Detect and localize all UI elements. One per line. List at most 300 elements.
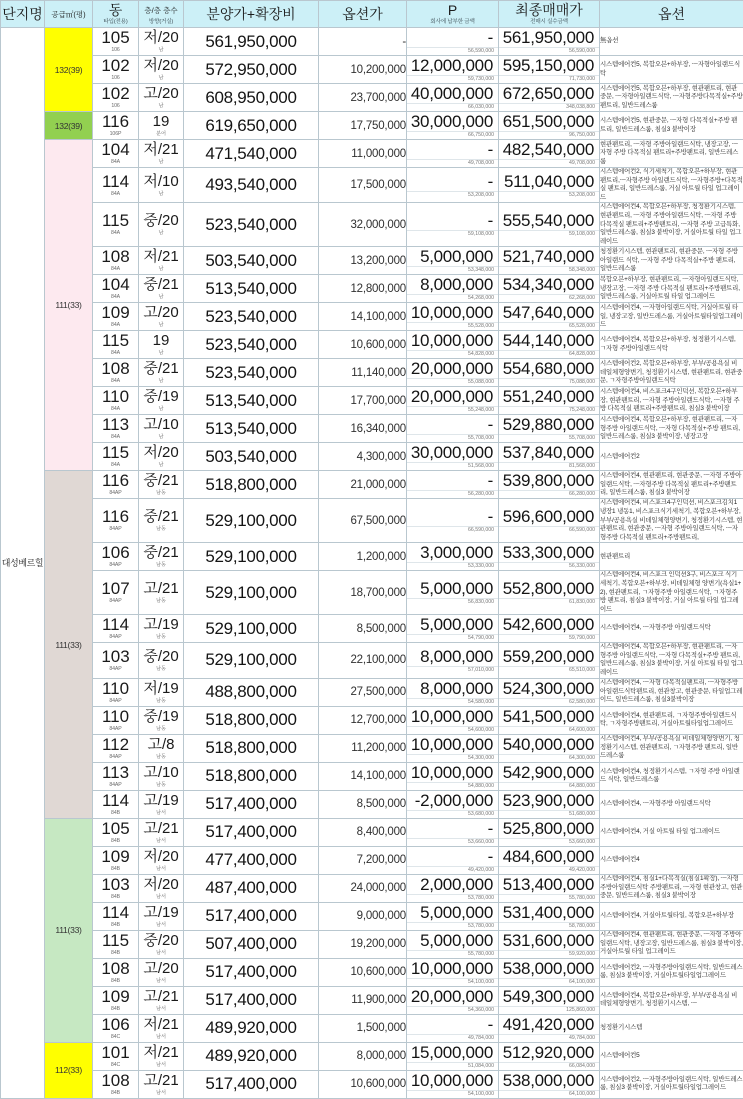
table-row — [1, 28, 743, 56]
direction-value: 남 — [139, 75, 183, 82]
final-net-value: 59,920,000 — [499, 950, 599, 958]
option-price-cell: 11,900,000 — [319, 986, 407, 1014]
dong-cell — [93, 790, 139, 818]
final-price-value: 542,600,000 — [499, 615, 599, 634]
option-price-cell: 17,750,000 — [319, 112, 407, 140]
option-price-cell: 10,200,000 — [319, 56, 407, 84]
dong-number: 106 — [93, 1016, 138, 1034]
option-price-cell: 7,200,000 — [319, 846, 407, 874]
dong-number: 114 — [93, 904, 138, 922]
final-price-value: 539,800,000 — [499, 471, 599, 490]
option-detail-cell: 현관팬트리, ㅡ자형 주방아일랜드식탁, 냉장고장, ㅡ자형 주방 다목적실 팬트리+주방팬트리, 일반드레스룸 — [600, 140, 743, 168]
premium-paid-value: 66,030,000 — [407, 103, 498, 111]
table-row — [1, 1042, 743, 1070]
final-net-value: 64,828,000 — [499, 350, 599, 358]
premium-value: - — [407, 1015, 498, 1034]
table-row — [1, 168, 743, 203]
final-net-value: 53,660,000 — [499, 838, 599, 846]
supply-area-cell: 111(33) — [45, 140, 93, 471]
premium-cell — [407, 28, 499, 56]
premium-cell — [407, 471, 499, 499]
floor-cell — [139, 1014, 184, 1042]
option-detail-cell: 시스템에어컨4 — [600, 846, 743, 874]
base-price-cell: 561,950,000 — [184, 28, 319, 56]
premium-value: 30,000,000 — [407, 443, 498, 462]
floor-cell — [139, 112, 184, 140]
dong-number: 108 — [93, 1072, 138, 1090]
direction-value: 남 — [139, 378, 183, 385]
floor-cell — [139, 84, 184, 112]
final-price-value: 484,600,000 — [499, 847, 599, 866]
final-net-value: 64,100,000 — [499, 1090, 599, 1098]
premium-cell — [407, 615, 499, 643]
option-detail-cell: 시스템에어컨2, ㅡ자형주방아일랜드식탁, 일반드레스룸, 침실3 붙박이장, 거실아트월타일업그레이드 — [600, 958, 743, 986]
unit-type: 84C — [93, 1062, 138, 1069]
header-dong — [93, 1, 139, 28]
unit-type: 84B — [93, 1090, 138, 1097]
final-price-cell — [499, 112, 600, 140]
floor-cell — [139, 986, 184, 1014]
dong-cell — [93, 734, 139, 762]
premium-paid-value: 53,780,000 — [407, 894, 498, 902]
base-price-cell: 608,950,000 — [184, 84, 319, 112]
option-price-cell: 14,100,000 — [319, 303, 407, 331]
floor-cell — [139, 275, 184, 303]
final-price-value: 541,500,000 — [499, 707, 599, 726]
complex-name-cell: 대성베르힐 — [1, 28, 45, 1099]
final-price-value: 511,040,000 — [499, 172, 599, 191]
option-detail-cell: 복합오븐+하부장, 현관팬트리, ㅡ자형아일랜드식탁, 냉장고장, ㅡ자형 주방 다목적실 팬트리+주방팬트리, 일반드레스룸, 거실아트월 타일 업그레이드 — [600, 275, 743, 303]
option-detail-cell: 시스템에어컨4, 복합오븐+하부장, 현관팬트리, ㅡ자형주방 아일랜드식탁, ㅡ자형 다목적실+주방 팬트리, 일반드레스룸, 침실3 붙박이장, 냉장고장 — [600, 415, 743, 443]
floor-value: 고/8 — [139, 736, 183, 754]
option-price-cell: 18,700,000 — [319, 571, 407, 615]
option-price-cell: 8,000,000 — [319, 1042, 407, 1070]
unit-type: 84AP — [93, 782, 138, 789]
final-price-cell — [499, 543, 600, 571]
base-price-cell: 529,100,000 — [184, 643, 319, 678]
final-price-cell — [499, 415, 600, 443]
table-row — [1, 471, 743, 499]
base-price-cell: 503,540,000 — [184, 247, 319, 275]
dong-number: 112 — [93, 736, 138, 754]
premium-cell — [407, 203, 499, 247]
unit-type: 84A — [93, 434, 138, 441]
final-price-cell — [499, 706, 600, 734]
supply-area-cell: 111(33) — [45, 471, 93, 818]
unit-type: 84AP — [93, 754, 138, 761]
premium-value: -2,000,000 — [407, 791, 498, 810]
option-price-cell: 19,200,000 — [319, 930, 407, 958]
header-floor-label: 층/층 층수 — [139, 1, 183, 18]
floor-cell — [139, 415, 184, 443]
final-net-value: 66,590,000 — [499, 526, 599, 534]
dong-cell — [93, 443, 139, 471]
final-price-value: 547,640,000 — [499, 303, 599, 322]
option-detail-cell: 無옵션 — [600, 28, 743, 56]
dong-cell — [93, 1014, 139, 1042]
premium-cell — [407, 1070, 499, 1098]
direction-value: 남동 — [139, 782, 183, 789]
unit-type: 84C — [93, 1034, 138, 1041]
floor-cell — [139, 1070, 184, 1098]
final-price-value: 491,420,000 — [499, 1015, 599, 1034]
floor-value: 중/20 — [139, 648, 183, 666]
unit-type: 84A — [93, 230, 138, 237]
dong-cell — [93, 902, 139, 930]
final-price-cell — [499, 643, 600, 678]
option-price-cell: 17,700,000 — [319, 387, 407, 415]
floor-value: 저/10 — [139, 173, 183, 191]
floor-cell — [139, 615, 184, 643]
direction-value: 남서 — [139, 1006, 183, 1013]
floor-value: 19 — [139, 113, 183, 131]
table-row — [1, 499, 743, 543]
base-price-cell: 529,100,000 — [184, 543, 319, 571]
option-detail-cell: 시스템에어컨4, ㅡ자형 다목적실팬트리, ㅡ자형주방 아일랜드식탁팬트리, 현관창고, 현관중문, 타일업그레이드, 일반드레스룸, 침실3붙박이장 — [600, 678, 743, 706]
premium-cell — [407, 706, 499, 734]
table-body — [1, 28, 743, 1099]
unit-type: 106 — [93, 47, 138, 54]
header-complex-label: 단지명 — [1, 2, 44, 27]
floor-value: 중/21 — [139, 508, 183, 526]
direction-value: 남동 — [139, 634, 183, 641]
unit-type: 84B — [93, 978, 138, 985]
premium-cell — [407, 443, 499, 471]
final-net-value: 59,108,000 — [499, 230, 599, 238]
option-price-cell: 22,100,000 — [319, 643, 407, 678]
floor-cell — [139, 1042, 184, 1070]
dong-cell — [93, 706, 139, 734]
final-price-value: 551,240,000 — [499, 387, 599, 406]
final-price-value: 524,300,000 — [499, 679, 599, 698]
base-price-cell: 518,800,000 — [184, 762, 319, 790]
floor-cell — [139, 678, 184, 706]
option-detail-cell: 시스템에어컨4, 현관팬트리, 현관중문, ㅡ자형 주방아일랜드식탁, 냉장고장, 일반드레스룸, 침실3 붙박이장, 거실아트월 타일 업그레이드 — [600, 930, 743, 958]
direction-value: 남 — [139, 322, 183, 329]
floor-cell — [139, 203, 184, 247]
base-price-cell: 487,400,000 — [184, 874, 319, 902]
option-price-cell: 1,500,000 — [319, 1014, 407, 1042]
dong-cell — [93, 112, 139, 140]
final-net-value: 55,708,000 — [499, 434, 599, 442]
option-detail-cell: 시스템에어컨4, 비스포크4구인덕션, 복합오븐+하부장, 현관팬트리, ㅡ자형 주방아일랜드식탁, ㅡ자형 주방 다목적실 팬트리+주방팬트리, 침실3 붙박이장 — [600, 387, 743, 415]
floor-cell — [139, 331, 184, 359]
option-detail-cell: 시스템에어컨4, 비스포크 인덕션3구, 비스포크 식기세척기, 복합오븐+하부장, 비데일체형 양변기(욕실1+2), 현관팬트리, ㄱ자형주방 아일랜드식탁, ㄱ자형주방 팬트리, 침실3 붙박이장, 거실 아트월 타일 업그레이드 — [600, 571, 743, 615]
premium-cell — [407, 818, 499, 846]
premium-paid-value: 54,100,000 — [407, 978, 498, 986]
header-option-text-label: 옵션 — [600, 2, 743, 27]
option-price-cell: 1,200,000 — [319, 543, 407, 571]
table-row — [1, 140, 743, 168]
final-price-cell — [499, 762, 600, 790]
final-price-value: 596,600,000 — [499, 507, 599, 526]
header-price — [184, 1, 319, 28]
dong-cell — [93, 275, 139, 303]
premium-value: 10,000,000 — [407, 763, 498, 782]
final-price-value: 549,300,000 — [499, 987, 599, 1006]
premium-paid-value: 56,590,000 — [407, 47, 498, 55]
premium-paid-value: 55,708,000 — [407, 434, 498, 442]
dong-number: 115 — [93, 212, 138, 230]
final-price-value: 525,800,000 — [499, 819, 599, 838]
option-detail-cell: 현관팬트리 — [600, 543, 743, 571]
unit-type: 84B — [93, 950, 138, 957]
unit-type: 84AP — [93, 698, 138, 705]
base-price-cell: 517,400,000 — [184, 1070, 319, 1098]
direction-value: 남서 — [139, 810, 183, 817]
premium-cell — [407, 846, 499, 874]
base-price-cell: 517,400,000 — [184, 818, 319, 846]
option-price-cell: - — [319, 28, 407, 56]
base-price-cell: 513,540,000 — [184, 387, 319, 415]
premium-paid-value: 53,680,000 — [407, 810, 498, 818]
dong-cell — [93, 331, 139, 359]
base-price-cell: 489,920,000 — [184, 1014, 319, 1042]
table-row — [1, 359, 743, 387]
floor-value: 고/20 — [139, 85, 183, 103]
table-row — [1, 1014, 743, 1042]
final-price-cell — [499, 615, 600, 643]
direction-value: 남서 — [139, 1062, 183, 1069]
premium-value: 5,000,000 — [407, 931, 498, 950]
premium-paid-value: 49,784,000 — [407, 1034, 498, 1042]
final-price-value: 672,650,000 — [499, 84, 599, 103]
base-price-cell: 523,540,000 — [184, 331, 319, 359]
dong-cell — [93, 643, 139, 678]
direction-value: 남서 — [139, 950, 183, 957]
premium-value: 20,000,000 — [407, 359, 498, 378]
dong-number: 103 — [93, 648, 138, 666]
premium-paid-value: 54,880,000 — [407, 782, 498, 790]
premium-paid-value: 66,750,000 — [407, 131, 498, 139]
premium-paid-value: 54,268,000 — [407, 294, 498, 302]
table-row — [1, 303, 743, 331]
dong-number: 104 — [93, 276, 138, 294]
option-detail-cell: 시스템에어컨4, 현관팬트리, 현관중문, ㅡ자형 주방아일랜드식탁, ㅡ자형주방 다목적실 팬트리+주방팬트리, 일반드레스룸, 침실3 붙박이장 — [600, 471, 743, 499]
supply-area-cell: 132(39) — [45, 28, 93, 112]
floor-cell — [139, 734, 184, 762]
base-price-cell: 529,100,000 — [184, 615, 319, 643]
floor-value: 저/21 — [139, 1016, 183, 1034]
premium-cell — [407, 902, 499, 930]
floor-value: 고/21 — [139, 820, 183, 838]
dong-cell — [93, 1070, 139, 1098]
option-detail-cell: 시스템에어컨4, 침실1+다목적실(침실1확장), ㅡ자형 주방아일랜드식탁 주방팬트리, ㅡ자형 현관창고, 현관중문, 일반드레스룸, 침실3 붙박이장 — [600, 874, 743, 902]
final-price-value: 555,540,000 — [499, 211, 599, 230]
option-price-cell: 14,100,000 — [319, 762, 407, 790]
final-price-value: 651,500,000 — [499, 112, 599, 131]
unit-type: 84B — [93, 838, 138, 845]
floor-value: 고/21 — [139, 1072, 183, 1090]
premium-paid-value: 54,100,000 — [407, 1090, 498, 1098]
final-price-value: 513,400,000 — [499, 875, 599, 894]
dong-number: 104 — [93, 141, 138, 159]
dong-number: 115 — [93, 332, 138, 350]
table-row — [1, 818, 743, 846]
premium-paid-value: 55,528,000 — [407, 322, 498, 330]
final-net-value: 49,708,000 — [499, 159, 599, 167]
final-price-cell — [499, 902, 600, 930]
premium-cell — [407, 359, 499, 387]
option-detail-cell: 시스템에어컨5, 현관중문, ㅡ자형 다목적실+주방 팬트리, 일반드레스룸, 침실3 붙박이장 — [600, 112, 743, 140]
supply-area-cell: 132(39) — [45, 112, 93, 140]
premium-paid-value: 55,248,000 — [407, 406, 498, 414]
premium-cell — [407, 275, 499, 303]
final-price-cell — [499, 790, 600, 818]
premium-cell — [407, 84, 499, 112]
final-price-cell — [499, 140, 600, 168]
floor-cell — [139, 818, 184, 846]
final-price-value: 542,900,000 — [499, 763, 599, 782]
table-row — [1, 762, 743, 790]
final-price-value: 554,680,000 — [499, 359, 599, 378]
direction-value: 남동 — [139, 754, 183, 761]
premium-paid-value: 59,108,000 — [407, 230, 498, 238]
final-price-cell — [499, 359, 600, 387]
base-price-cell: 477,400,000 — [184, 846, 319, 874]
premium-paid-value: 51,568,000 — [407, 462, 498, 470]
premium-paid-value: 55,088,000 — [407, 378, 498, 386]
base-price-cell: 518,800,000 — [184, 706, 319, 734]
unit-type: 84A — [93, 406, 138, 413]
direction-value: 남 — [139, 47, 183, 54]
premium-paid-value: 49,420,000 — [407, 866, 498, 874]
floor-cell — [139, 387, 184, 415]
base-price-cell: 517,400,000 — [184, 958, 319, 986]
premium-cell — [407, 499, 499, 543]
dong-cell — [93, 499, 139, 543]
final-price-cell — [499, 84, 600, 112]
premium-paid-value: 53,330,000 — [407, 562, 498, 570]
final-net-value: 49,784,000 — [499, 1034, 599, 1042]
floor-cell — [139, 471, 184, 499]
header-dong-label: 동 — [93, 1, 138, 18]
dong-number: 103 — [93, 876, 138, 894]
floor-cell — [139, 543, 184, 571]
dong-cell — [93, 543, 139, 571]
option-detail-cell: 시스템에어컨2, ㅡ자형주방아일랜드식탁, 일반드레스룸, 침실3 붙박이장, 거실아트월타일업그레이드 — [600, 1070, 743, 1098]
supply-area-cell: 112(33) — [45, 1042, 93, 1098]
header-final-price — [499, 1, 600, 28]
option-price-cell: 17,500,000 — [319, 168, 407, 203]
final-net-value: 62,580,000 — [499, 698, 599, 706]
base-price-cell: 471,540,000 — [184, 140, 319, 168]
premium-paid-value: 53,208,000 — [407, 191, 498, 199]
unit-type: 84B — [93, 1006, 138, 1013]
direction-value: 남서 — [139, 838, 183, 845]
floor-cell — [139, 56, 184, 84]
option-price-cell: 8,500,000 — [319, 790, 407, 818]
header-option-price — [319, 1, 407, 28]
final-price-cell — [499, 734, 600, 762]
floor-cell — [139, 930, 184, 958]
premium-value: - — [407, 507, 498, 526]
header-final-price-label: 최종매매가 — [499, 1, 599, 18]
dong-number: 105 — [93, 29, 138, 47]
option-detail-cell: 시스템에어컨4, 거실아트월타일, 복합오븐+하부장 — [600, 902, 743, 930]
premium-paid-value: 53,348,000 — [407, 266, 498, 274]
base-price-cell: 523,540,000 — [184, 359, 319, 387]
premium-paid-value: 54,300,000 — [407, 754, 498, 762]
dong-cell — [93, 56, 139, 84]
dong-cell — [93, 986, 139, 1014]
dong-number: 116 — [93, 508, 138, 526]
final-price-cell — [499, 331, 600, 359]
final-net-value: 64,300,000 — [499, 754, 599, 762]
option-price-cell: 10,600,000 — [319, 958, 407, 986]
direction-value: 남 — [139, 191, 183, 198]
final-net-value: 75,248,000 — [499, 406, 599, 414]
header-final-price-sublabel: 전매시 실수금액 — [499, 18, 599, 27]
dong-cell — [93, 168, 139, 203]
floor-cell — [139, 28, 184, 56]
dong-number: 102 — [93, 85, 138, 103]
table-row — [1, 734, 743, 762]
final-price-cell — [499, 958, 600, 986]
dong-number: 114 — [93, 616, 138, 634]
dong-number: 106 — [93, 544, 138, 562]
final-price-cell — [499, 203, 600, 247]
header-price-label: 분양가+확장비 — [184, 2, 318, 27]
final-price-cell — [499, 28, 600, 56]
dong-number: 114 — [93, 173, 138, 191]
dong-number: 109 — [93, 988, 138, 1006]
option-price-cell: 67,500,000 — [319, 499, 407, 543]
direction-value: 남 — [139, 266, 183, 273]
floor-cell — [139, 762, 184, 790]
direction-value: 남서 — [139, 866, 183, 873]
premium-value: - — [407, 819, 498, 838]
unit-type: 106 — [93, 103, 138, 110]
final-price-value: 531,600,000 — [499, 931, 599, 950]
direction-value: 남 — [139, 230, 183, 237]
unit-type: 106P — [93, 131, 138, 138]
premium-cell — [407, 790, 499, 818]
direction-value: 남동 — [139, 666, 183, 673]
floor-value: 중/21 — [139, 360, 183, 378]
dong-cell — [93, 140, 139, 168]
premium-value: - — [407, 28, 498, 47]
dong-cell — [93, 958, 139, 986]
floor-value: 고/20 — [139, 960, 183, 978]
dong-cell — [93, 571, 139, 615]
floor-value: 중/19 — [139, 708, 183, 726]
floor-value: 중/20 — [139, 932, 183, 950]
premium-paid-value: 54,828,000 — [407, 350, 498, 358]
floor-value: 고/19 — [139, 616, 183, 634]
floor-value: 저/20 — [139, 876, 183, 894]
premium-value: 20,000,000 — [407, 387, 498, 406]
premium-value: 10,000,000 — [407, 707, 498, 726]
premium-cell — [407, 415, 499, 443]
dong-number: 115 — [93, 932, 138, 950]
option-price-cell: 11,000,000 — [319, 140, 407, 168]
dong-number: 108 — [93, 360, 138, 378]
final-net-value: 96,750,000 — [499, 131, 599, 139]
premium-paid-value: 56,830,000 — [407, 598, 498, 606]
dong-cell — [93, 818, 139, 846]
header-option-price-label: 옵션가 — [319, 2, 406, 27]
option-price-cell: 13,200,000 — [319, 247, 407, 275]
floor-value: 저/20 — [139, 444, 183, 462]
premium-paid-value: 57,010,000 — [407, 666, 498, 674]
final-price-value: 538,000,000 — [499, 1071, 599, 1090]
unit-type: 84B — [93, 866, 138, 873]
premium-cell — [407, 986, 499, 1014]
table-row — [1, 443, 743, 471]
final-price-cell — [499, 571, 600, 615]
base-price-cell: 517,400,000 — [184, 902, 319, 930]
